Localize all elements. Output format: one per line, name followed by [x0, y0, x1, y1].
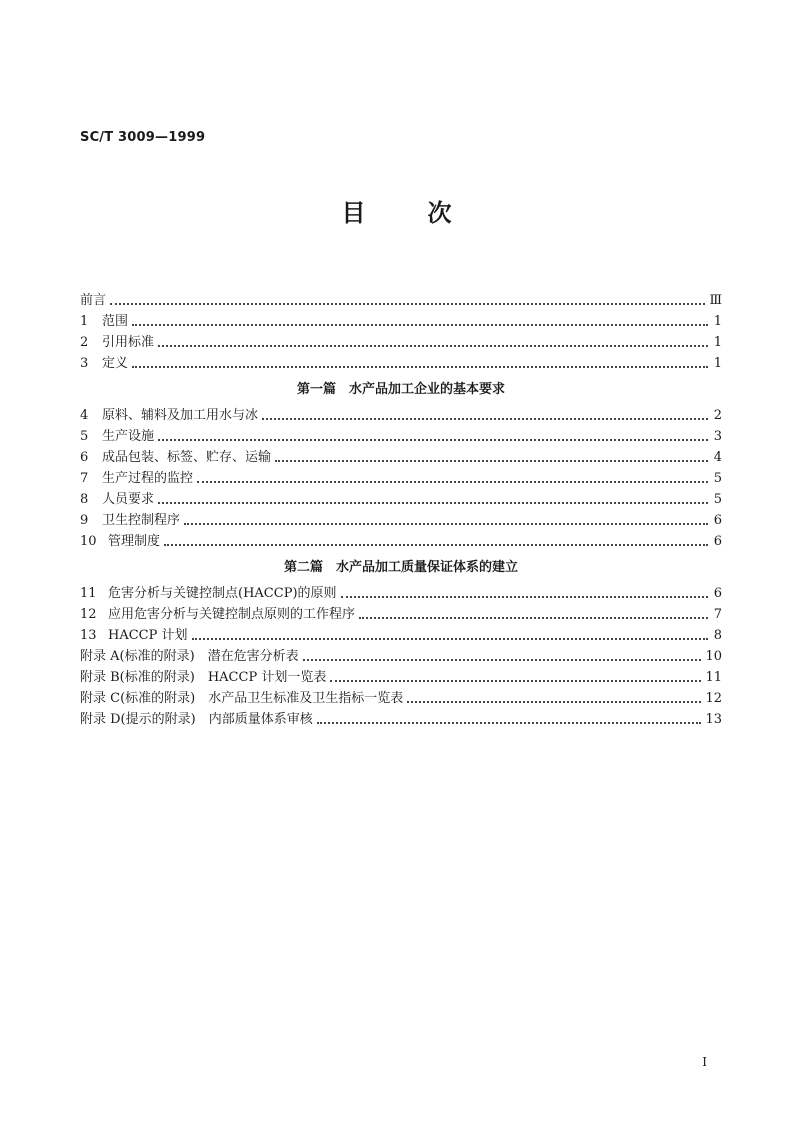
toc-entry-page: 2 — [713, 408, 722, 423]
toc-entry-label: 管理制度 — [108, 534, 161, 549]
toc-entry — [80, 426, 722, 447]
toc-entry-number: 12 — [80, 607, 97, 622]
toc-leader-dots — [158, 345, 708, 347]
toc-entry-page: Ⅲ — [709, 293, 722, 308]
toc-entry-number: 9 — [80, 513, 89, 528]
toc-entry-number: 3 — [80, 356, 89, 371]
toc-entry-page: 6 — [713, 513, 722, 528]
toc-entry-page: 1 — [713, 356, 722, 371]
toc-entry-page: 8 — [713, 628, 722, 643]
toc-entry — [80, 290, 722, 311]
toc-entry-label: 应用危害分析与关键控制点原则的工作程序 — [108, 607, 356, 622]
toc-leader-dots — [317, 722, 702, 724]
toc-leader-dots — [164, 544, 708, 546]
toc-entry-page: 1 — [713, 314, 722, 329]
toc-entry-number: 2 — [80, 335, 89, 350]
toc-entry — [80, 468, 722, 489]
toc-leader-dots — [197, 481, 708, 483]
part1-heading: 第一篇 水产品加工企业的基本要求 — [296, 382, 505, 397]
toc-leader-dots — [341, 596, 708, 598]
toc-leader-dots — [330, 680, 701, 682]
toc-entry-number: 5 — [80, 429, 89, 444]
toc-entry — [80, 667, 722, 688]
toc-entry — [80, 510, 722, 531]
toc-entry-label: 人员要求 — [102, 492, 155, 507]
toc-leader-dots — [192, 638, 709, 640]
toc-entry-page: 11 — [705, 670, 722, 685]
toc-entry-page: 13 — [705, 712, 722, 727]
toc-entry — [80, 447, 722, 468]
toc-entry-label: 附录 B(标准的附录) HACCP 计划一览表 — [80, 670, 327, 685]
toc-entry-label: 附录 D(提示的附录) 内部质量体系审核 — [80, 712, 313, 727]
toc-entry-number: 1 — [80, 314, 89, 329]
toc-entry-label: 范围 — [102, 314, 129, 329]
toc-entry-page: 4 — [713, 450, 722, 465]
standard-code: SC/T 3009—1999 — [80, 130, 206, 145]
toc-entry-page: 12 — [705, 691, 722, 706]
page-number: I — [702, 1055, 707, 1069]
toc-entry-number: 8 — [80, 492, 89, 507]
toc-leader-dots — [132, 366, 708, 368]
toc-entry — [80, 646, 722, 667]
toc-entry — [80, 604, 722, 625]
toc-entry-number: 6 — [80, 450, 89, 465]
toc-entry-page: 10 — [705, 649, 722, 664]
toc-entry — [80, 332, 722, 353]
toc-entry-label: 生产设施 — [102, 429, 155, 444]
toc-leader-dots — [275, 460, 708, 462]
toc-entry-label: 前言 — [80, 293, 107, 308]
toc-entry-label: HACCP 计划 — [108, 628, 188, 643]
toc-entry-number: 10 — [80, 534, 97, 549]
toc-entry — [80, 531, 722, 552]
toc-entry — [80, 688, 722, 709]
toc-entry-label: 生产过程的监控 — [102, 471, 194, 486]
table-of-contents — [80, 290, 722, 730]
toc-entry — [80, 311, 722, 332]
toc-part1-group — [80, 405, 722, 552]
toc-leader-dots — [262, 418, 708, 420]
page-title: 目次 — [341, 199, 514, 227]
toc-entry — [80, 489, 722, 510]
toc-entry-number: 7 — [80, 471, 89, 486]
toc-entry-number: 11 — [80, 586, 97, 601]
toc-entry-page: 3 — [713, 429, 722, 444]
toc-leader-dots — [359, 617, 708, 619]
toc-entry-label: 危害分析与关键控制点(HACCP)的原则 — [108, 586, 337, 601]
toc-entry-page: 6 — [713, 586, 722, 601]
toc-leader-dots — [132, 324, 708, 326]
toc-leader-dots — [158, 502, 708, 504]
toc-leader-dots — [303, 659, 702, 661]
toc-entry-page: 5 — [713, 492, 722, 507]
toc-entry — [80, 709, 722, 730]
toc-entry-label: 成品包装、标签、贮存、运输 — [102, 450, 272, 465]
toc-intro-group — [80, 290, 722, 374]
toc-entry-page: 5 — [713, 471, 722, 486]
toc-entry-page: 7 — [713, 607, 722, 622]
toc-entry-label: 定义 — [102, 356, 129, 371]
toc-part2-group — [80, 583, 722, 730]
toc-leader-dots — [407, 701, 701, 703]
toc-entry-label: 原料、辅料及加工用水与冰 — [102, 408, 259, 423]
toc-entry-label: 引用标准 — [102, 335, 155, 350]
toc-entry — [80, 353, 722, 374]
toc-entry — [80, 405, 722, 426]
toc-entry — [80, 625, 722, 646]
toc-entry-page: 1 — [713, 335, 722, 350]
part2-heading: 第二篇 水产品加工质量保证体系的建立 — [283, 560, 518, 575]
toc-entry-page: 6 — [713, 534, 722, 549]
toc-leader-dots — [184, 523, 708, 525]
toc-entry-number: 4 — [80, 408, 89, 423]
toc-entry-label: 附录 A(标准的附录) 潜在危害分析表 — [80, 649, 299, 664]
toc-entry-label: 附录 C(标准的附录) 水产品卫生标准及卫生指标一览表 — [80, 691, 404, 706]
toc-entry-number: 13 — [80, 628, 97, 643]
toc-leader-dots — [110, 303, 705, 305]
toc-entry — [80, 583, 722, 604]
toc-entry-label: 卫生控制程序 — [102, 513, 181, 528]
toc-leader-dots — [158, 439, 708, 441]
